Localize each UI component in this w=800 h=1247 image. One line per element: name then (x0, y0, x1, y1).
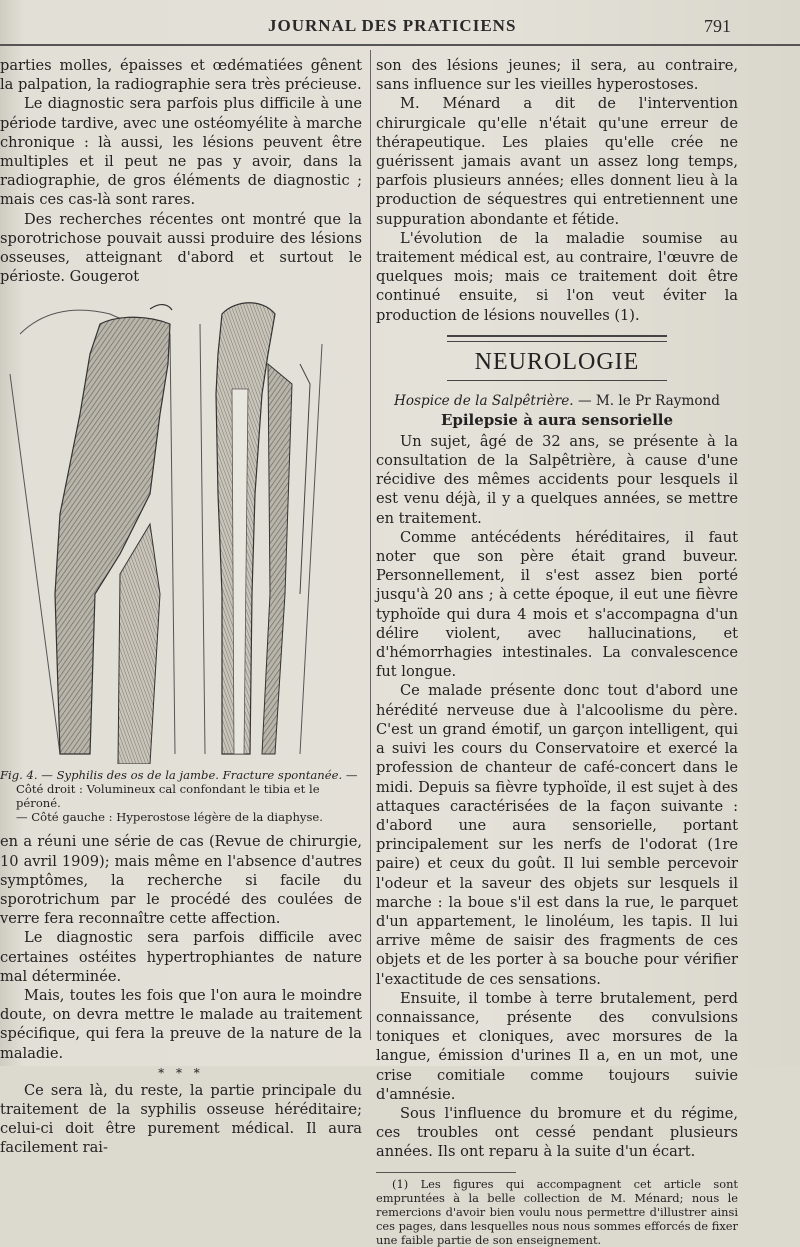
footnote: (1) Les figures qui accompagnent cet article sont empruntées à la belle collection de M. Ménard; nous le remercions d'avoir bien voulu nous permettre d'illustrer ainsi ces pages, dans lesquelles nous nous sommes efforcés de fixer une faible partie de son enseignement. (376, 1176, 738, 1247)
column-divider (370, 50, 371, 1040)
byline-place: Hospice de la Salpêtrière. (394, 392, 574, 409)
paragraph: Des recherches récentes ont montré que la sporotrichose pouvait aussi produire des lésions osseuses, atteignant d'abord et surtout le périoste. Gougerot (0, 210, 362, 286)
paragraph: son des lésions jeunes; il sera, au contraire, sans influence sur les vieilles hyperostoses. (376, 57, 738, 94)
paragraph: Un sujet, âgé de 32 ans, se présente à la consultation de la Salpêtrière, à cause d'une récidive des mêmes accidents pour lesquels il est venu déjà, il y a quelques années, se mettre en traitement. (376, 432, 738, 527)
paragraph: en a réuni une série de cas (Revue de chirurgie, 10 avril 1909); mais même en l'absence d'autres symptômes, la recherche si facile du sporotrichum par le procédé des coulées de verre fera reconnaître cette affection. (0, 833, 362, 928)
left-column (0, 56, 362, 1158)
caption-line: Côté droit : Volumineux cal confondant le tibia et le péroné. (16, 782, 320, 811)
fibula-left (262, 364, 292, 754)
page-number: 791 (704, 16, 731, 36)
section-rule (447, 380, 667, 382)
journal-title: JOURNAL DES PRATICIENS (268, 16, 517, 35)
paragraph: Comme antécédents héréditaires, il faut noter que son père était grand buveur. Personnellement, il s'est assez bien porté jusqu'à 20 ans ; à cette époque, il eut une fièvre typhoïde qui dura 4 mois et s'accompagna d'un délire violent, avec hallucinations, et d'hémorrhagies intestinales. La convalescence fut longue. (376, 528, 738, 681)
fibula (118, 524, 160, 764)
paragraph: Ce malade présente donc tout d'abord une hérédité nerveuse due à l'alcoolisme du père. C'est un grand émotif, un garçon intelligent, qui a suivi les cours du Conservatoire et exercé la profession de chanteur de café-concert dans le midi. Depuis sa fièvre typhoïde, il est sujet à des attaques caractérisées de la façon suivante : d'abord une aura sensorielle, portant principalement sur les nerfs de l'odorat (1re paire) et ceux du goût. Il lui semble percevoir l'odeur et la saveur des objets sur lesquels il marche : la boue s'il est dans la rue, le parquet d'un appartement, le linoléum, les tapis. Il lui arrive même de saisir des fragments de ces objets et de les porter à sa bouche pour vérifier l'exactitude de ces sensations. (376, 682, 738, 988)
section-separator: * * * (158, 1065, 204, 1080)
section-title: NEUROLOGIE (474, 348, 640, 375)
paragraph: Ce sera là, du reste, la partie principale du traitement de la syphilis osseuse héréditaire; celui-ci doit être purement médical. Il aura facilement rai- (0, 1081, 362, 1157)
paragraph: Sous l'influence du bromure et du régime, ces troubles ont cessé pendant plusieurs années. Ils ont reparu à la suite d'un écart. (376, 1104, 738, 1161)
section-rule (447, 335, 667, 342)
page-header (0, 14, 800, 44)
caption-line: — Côté gauche : Hyperostose légère de la diaphyse. (16, 810, 323, 825)
paragraph: parties molles, épaisses et œdématiées gênent la palpation, la radiographie sera très précieuse. (0, 57, 362, 94)
byline (376, 392, 738, 410)
right-column (376, 56, 738, 1247)
header-rule (0, 44, 800, 46)
footnote-rule (376, 1172, 516, 1173)
paragraph: Mais, toutes les fois que l'on aura le moindre doute, on devra mettre le malade au traitement spécifique, qui fera la preuve de la nature de la maladie. (0, 987, 362, 1062)
byline-author: — M. le Pr Raymond (577, 392, 720, 409)
paragraph: Le diagnostic sera parfois plus difficile à une période tardive, avec une ostéomyélite à marche chronique : là aussi, les lésions peuvent être multiples et il peut ne pas y avoir, dans la radiographie, de gros éléments de diagnostic ; mais ces cas-là sont rares. (0, 95, 362, 209)
figure-leg-bones (0, 294, 362, 764)
paragraph: Ensuite, il tombe à terre brutalement, perd connaissance, présente des convulsions toniques et cloniques, avec morsures de la langue, émission d'urines Il a, en un mot, une crise comitiale comme toujours suivie d'amnésie. (376, 989, 738, 1103)
paragraph: M. Ménard a dit de l'intervention chirurgicale qu'elle n'était qu'une erreur de thérapeutique. Les plaies qu'elle crée ne guérissent jamais avant un assez long temps, parfois plusieurs années; elles donnent lieu à la production de séquestres qui entretiennent une suppuration abondante et fétide. (376, 95, 738, 228)
paragraph: L'évolution de la maladie soumise au traitement médical est, au contraire, l'œuvre de quelques mois; mais ce traitement doit être continué ensuite, si l'on veut éviter la production de lésions nouvelles (1). (376, 229, 738, 324)
leg-bones-illustration (0, 294, 362, 764)
article-title: Epilepsie à aura sensorielle (440, 410, 674, 429)
paragraph: Le diagnostic sera parfois difficile avec certaines ostéites hypertrophiantes de nature mal déterminée. (0, 929, 362, 985)
caption-line: Fig. 4. — Syphilis des os de la jambe. Fracture spontanée. — (0, 768, 358, 783)
figure-caption (0, 768, 362, 824)
